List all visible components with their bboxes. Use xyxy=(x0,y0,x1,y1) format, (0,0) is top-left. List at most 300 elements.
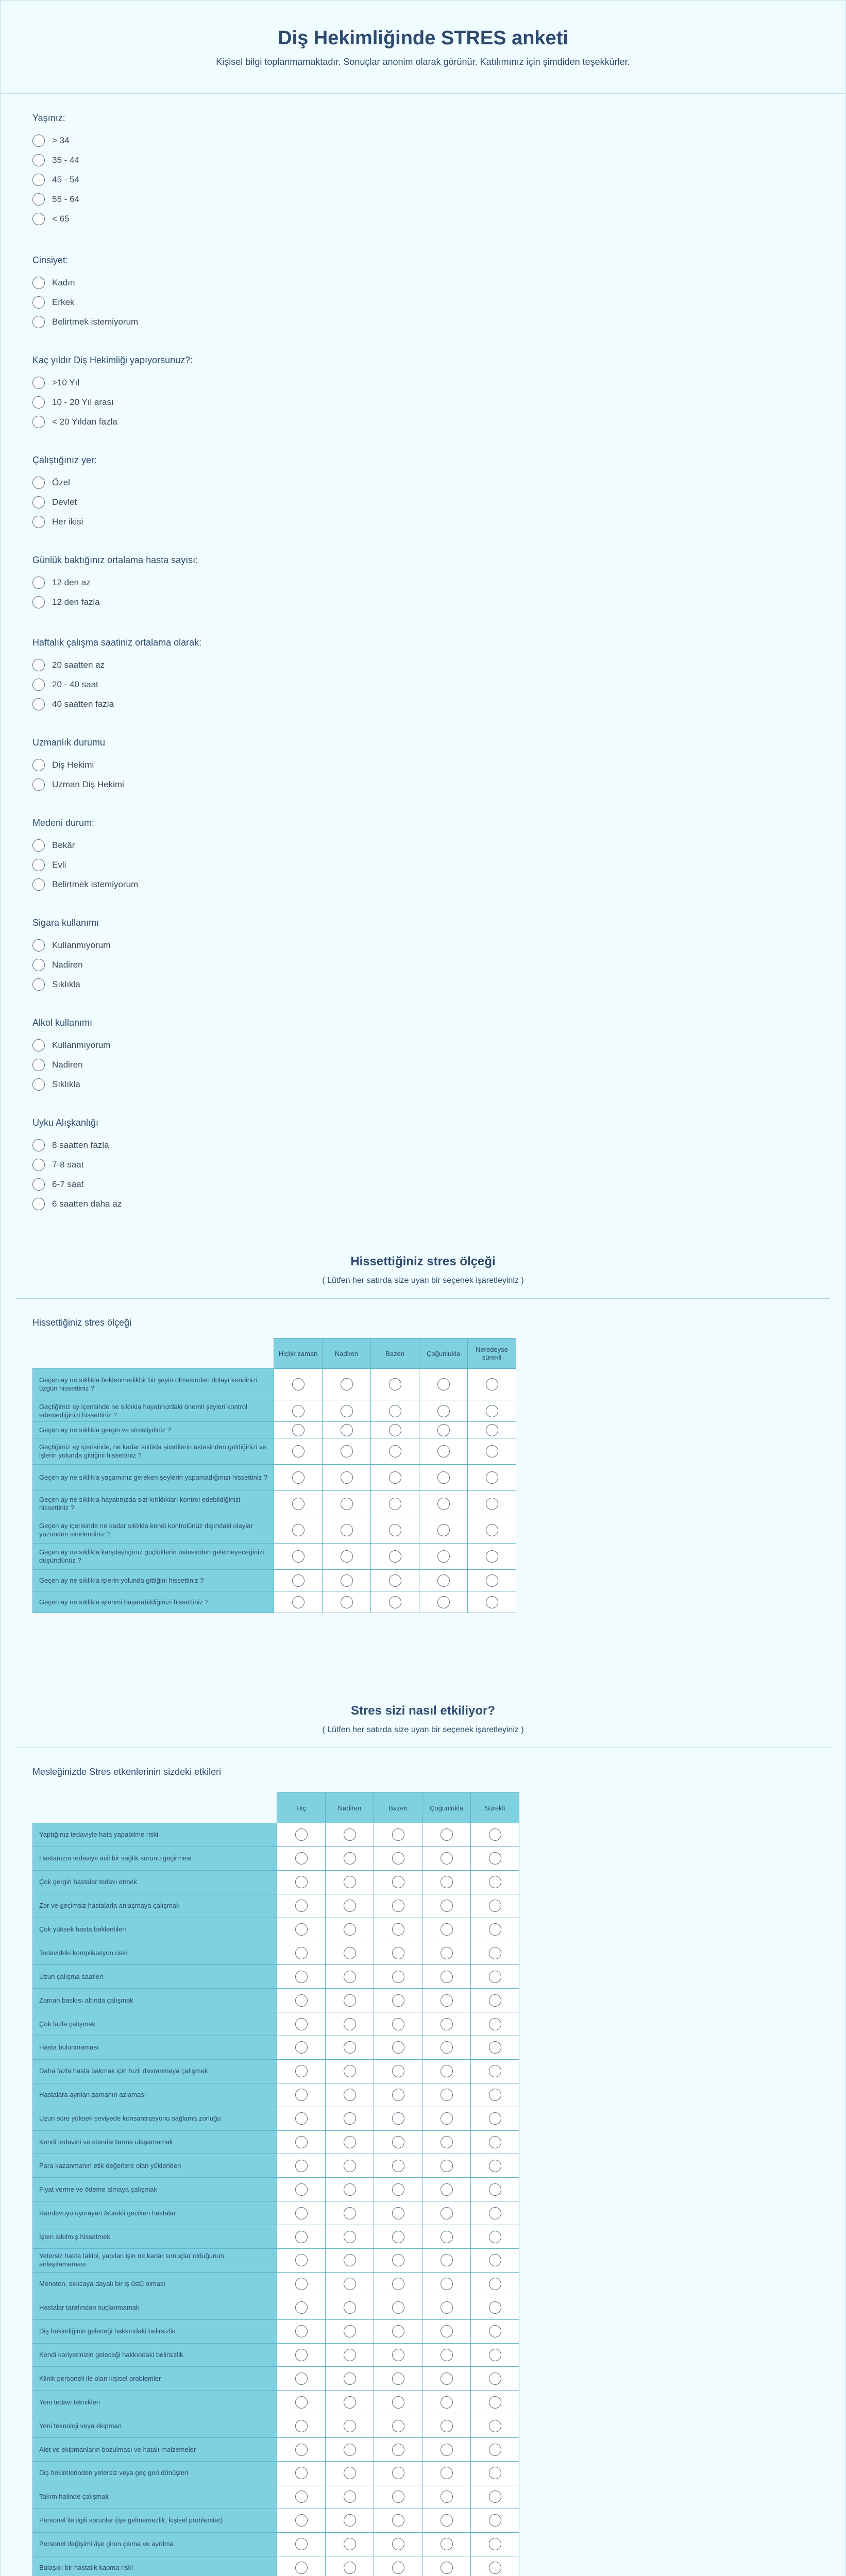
matrix-cell[interactable] xyxy=(471,2485,519,2509)
matrix-cell[interactable] xyxy=(422,1965,471,1989)
matrix-radio-button[interactable] xyxy=(344,2490,356,2503)
matrix-radio-button[interactable] xyxy=(392,2041,404,2054)
matrix-radio-button[interactable] xyxy=(441,2420,453,2432)
radio-button[interactable] xyxy=(32,154,45,166)
radio-option[interactable] xyxy=(32,412,193,432)
matrix-cell[interactable] xyxy=(468,1570,516,1591)
radio-button[interactable] xyxy=(32,377,45,389)
matrix-radio-button[interactable] xyxy=(437,1574,450,1587)
radio-option[interactable] xyxy=(32,592,198,612)
matrix-cell[interactable] xyxy=(326,2319,374,2343)
matrix-cell[interactable] xyxy=(326,2225,374,2249)
radio-option[interactable] xyxy=(32,775,124,794)
radio-button[interactable] xyxy=(32,316,45,328)
matrix-radio-button[interactable] xyxy=(295,2514,308,2527)
matrix-cell[interactable] xyxy=(471,2225,519,2249)
matrix-cell[interactable] xyxy=(471,2367,519,2391)
matrix-radio-button[interactable] xyxy=(441,2562,453,2574)
matrix-cell[interactable] xyxy=(422,2083,471,2107)
matrix-cell[interactable] xyxy=(374,2438,422,2462)
matrix-cell[interactable] xyxy=(323,1422,371,1438)
matrix-radio-button[interactable] xyxy=(489,2301,501,2314)
matrix-radio-button[interactable] xyxy=(489,1923,501,1936)
matrix-radio-button[interactable] xyxy=(441,2490,453,2503)
matrix-cell[interactable] xyxy=(277,2367,326,2391)
matrix-cell[interactable] xyxy=(374,2225,422,2249)
radio-option[interactable] xyxy=(32,190,79,209)
matrix-cell[interactable] xyxy=(274,1517,323,1544)
matrix-radio-button[interactable] xyxy=(344,2301,356,2314)
matrix-cell[interactable] xyxy=(374,2414,422,2438)
radio-button[interactable] xyxy=(32,1039,45,1052)
matrix-cell[interactable] xyxy=(422,2225,471,2249)
matrix-cell[interactable] xyxy=(471,2012,519,2036)
matrix-cell[interactable] xyxy=(419,1544,468,1570)
matrix-radio-button[interactable] xyxy=(489,2444,501,2456)
matrix-radio-button[interactable] xyxy=(344,1947,356,1959)
matrix-cell[interactable] xyxy=(277,1846,326,1870)
matrix-cell[interactable] xyxy=(323,1517,371,1544)
radio-option[interactable] xyxy=(32,875,138,894)
matrix-radio-button[interactable] xyxy=(489,2372,501,2385)
matrix-radio-button[interactable] xyxy=(437,1596,450,1608)
matrix-cell[interactable] xyxy=(374,1965,422,1989)
matrix-cell[interactable] xyxy=(374,2319,422,2343)
matrix-radio-button[interactable] xyxy=(344,2065,356,2077)
matrix-cell[interactable] xyxy=(471,2036,519,2060)
matrix-radio-button[interactable] xyxy=(341,1550,353,1563)
matrix-radio-button[interactable] xyxy=(392,1852,404,1865)
matrix-cell[interactable] xyxy=(471,2343,519,2367)
radio-option[interactable] xyxy=(32,373,193,393)
matrix-cell[interactable] xyxy=(422,1989,471,2012)
matrix-cell[interactable] xyxy=(374,2036,422,2060)
matrix-cell[interactable] xyxy=(374,2178,422,2201)
matrix-radio-button[interactable] xyxy=(389,1574,401,1587)
matrix-cell[interactable] xyxy=(323,1369,371,1400)
matrix-cell[interactable] xyxy=(468,1591,516,1613)
matrix-radio-button[interactable] xyxy=(489,2018,501,2030)
matrix-radio-button[interactable] xyxy=(392,2112,404,2125)
matrix-cell[interactable] xyxy=(326,2201,374,2225)
matrix-cell[interactable] xyxy=(323,1438,371,1465)
matrix-radio-button[interactable] xyxy=(489,2278,501,2290)
matrix-radio-button[interactable] xyxy=(292,1498,304,1510)
matrix-radio-button[interactable] xyxy=(392,2160,404,2172)
matrix-cell[interactable] xyxy=(277,2414,326,2438)
matrix-radio-button[interactable] xyxy=(295,2112,308,2125)
matrix-radio-button[interactable] xyxy=(295,1971,308,1983)
matrix-radio-button[interactable] xyxy=(341,1498,353,1510)
matrix-radio-button[interactable] xyxy=(392,2562,404,2574)
matrix-cell[interactable] xyxy=(471,2130,519,2154)
matrix-radio-button[interactable] xyxy=(437,1524,450,1536)
matrix-cell[interactable] xyxy=(374,2462,422,2485)
matrix-cell[interactable] xyxy=(326,1870,374,1894)
matrix-cell[interactable] xyxy=(326,1894,374,1918)
matrix-cell[interactable] xyxy=(326,2391,374,2414)
radio-option[interactable] xyxy=(32,1194,122,1214)
radio-button[interactable] xyxy=(32,759,45,771)
matrix-radio-button[interactable] xyxy=(441,2089,453,2101)
matrix-cell[interactable] xyxy=(471,1894,519,1918)
radio-option[interactable] xyxy=(32,1175,122,1194)
matrix-radio-button[interactable] xyxy=(489,2183,501,2196)
matrix-cell[interactable] xyxy=(371,1544,419,1570)
radio-option[interactable] xyxy=(32,393,193,412)
matrix-cell[interactable] xyxy=(326,2462,374,2485)
radio-option[interactable] xyxy=(32,473,97,493)
radio-option[interactable] xyxy=(32,493,97,512)
radio-option[interactable] xyxy=(32,312,138,332)
matrix-cell[interactable] xyxy=(374,1989,422,2012)
matrix-radio-button[interactable] xyxy=(389,1471,401,1484)
matrix-radio-button[interactable] xyxy=(392,1876,404,1888)
matrix-cell[interactable] xyxy=(422,2414,471,2438)
radio-option[interactable] xyxy=(32,1075,110,1094)
matrix-radio-button[interactable] xyxy=(489,1828,501,1841)
matrix-radio-button[interactable] xyxy=(295,2467,308,2479)
matrix-cell[interactable] xyxy=(277,2509,326,2532)
matrix-cell[interactable] xyxy=(471,1989,519,2012)
matrix-cell[interactable] xyxy=(422,2485,471,2509)
matrix-cell[interactable] xyxy=(422,2532,471,2556)
matrix-cell[interactable] xyxy=(374,2249,422,2273)
matrix-radio-button[interactable] xyxy=(344,1876,356,1888)
matrix-cell[interactable] xyxy=(326,2485,374,2509)
matrix-radio-button[interactable] xyxy=(344,2372,356,2385)
matrix-cell[interactable] xyxy=(374,2532,422,2556)
radio-option[interactable] xyxy=(32,855,138,875)
matrix-cell[interactable] xyxy=(471,2249,519,2273)
matrix-cell[interactable] xyxy=(277,1941,326,1965)
matrix-radio-button[interactable] xyxy=(437,1445,450,1458)
radio-option[interactable] xyxy=(32,1036,110,1055)
radio-button[interactable] xyxy=(32,939,45,952)
matrix-cell[interactable] xyxy=(471,2201,519,2225)
matrix-cell[interactable] xyxy=(277,2532,326,2556)
matrix-radio-button[interactable] xyxy=(392,1828,404,1841)
matrix-cell[interactable] xyxy=(422,2130,471,2154)
matrix-radio-button[interactable] xyxy=(441,2207,453,2219)
matrix-radio-button[interactable] xyxy=(344,2538,356,2550)
matrix-cell[interactable] xyxy=(471,2107,519,2130)
matrix-cell[interactable] xyxy=(422,2178,471,2201)
radio-button[interactable] xyxy=(32,213,45,225)
radio-option[interactable] xyxy=(32,131,79,150)
matrix-cell[interactable] xyxy=(471,1823,519,1847)
radio-button[interactable] xyxy=(32,296,45,309)
matrix-cell[interactable] xyxy=(326,1989,374,2012)
radio-button[interactable] xyxy=(32,1159,45,1171)
radio-option[interactable] xyxy=(32,1155,122,1175)
matrix-radio-button[interactable] xyxy=(441,2349,453,2361)
matrix-cell[interactable] xyxy=(422,2036,471,2060)
matrix-radio-button[interactable] xyxy=(489,2160,501,2172)
matrix-cell[interactable] xyxy=(471,1846,519,1870)
matrix-radio-button[interactable] xyxy=(441,2278,453,2290)
matrix-cell[interactable] xyxy=(374,1918,422,1941)
matrix-radio-button[interactable] xyxy=(489,2420,501,2432)
matrix-cell[interactable] xyxy=(374,1894,422,1918)
matrix-cell[interactable] xyxy=(277,2249,326,2273)
matrix-radio-button[interactable] xyxy=(292,1405,304,1417)
matrix-cell[interactable] xyxy=(326,2036,374,2060)
matrix-radio-button[interactable] xyxy=(295,2349,308,2361)
matrix-cell[interactable] xyxy=(371,1400,419,1422)
matrix-radio-button[interactable] xyxy=(344,2514,356,2527)
matrix-radio-button[interactable] xyxy=(392,2136,404,2148)
matrix-radio-button[interactable] xyxy=(441,1971,453,1983)
matrix-radio-button[interactable] xyxy=(344,2018,356,2030)
matrix-radio-button[interactable] xyxy=(344,2041,356,2054)
matrix-cell[interactable] xyxy=(326,2083,374,2107)
matrix-cell[interactable] xyxy=(371,1438,419,1465)
matrix-radio-button[interactable] xyxy=(295,2444,308,2456)
matrix-radio-button[interactable] xyxy=(489,2136,501,2148)
matrix-cell[interactable] xyxy=(468,1465,516,1491)
matrix-cell[interactable] xyxy=(277,2178,326,2201)
matrix-cell[interactable] xyxy=(471,2154,519,2178)
matrix-radio-button[interactable] xyxy=(392,2514,404,2527)
matrix-cell[interactable] xyxy=(371,1422,419,1438)
matrix-cell[interactable] xyxy=(471,2532,519,2556)
matrix-radio-button[interactable] xyxy=(389,1378,401,1391)
matrix-cell[interactable] xyxy=(323,1465,371,1491)
matrix-cell[interactable] xyxy=(471,1918,519,1941)
matrix-cell[interactable] xyxy=(277,2083,326,2107)
matrix-radio-button[interactable] xyxy=(392,2278,404,2290)
matrix-radio-button[interactable] xyxy=(441,2514,453,2527)
matrix-radio-button[interactable] xyxy=(441,1900,453,1912)
matrix-cell[interactable] xyxy=(422,2249,471,2273)
matrix-radio-button[interactable] xyxy=(295,2490,308,2503)
matrix-radio-button[interactable] xyxy=(295,2538,308,2550)
matrix-cell[interactable] xyxy=(277,2059,326,2083)
matrix-radio-button[interactable] xyxy=(295,2041,308,2054)
matrix-radio-button[interactable] xyxy=(392,2538,404,2550)
matrix-radio-button[interactable] xyxy=(486,1445,498,1458)
radio-button[interactable] xyxy=(32,659,45,671)
matrix-radio-button[interactable] xyxy=(486,1424,498,1436)
matrix-cell[interactable] xyxy=(371,1369,419,1400)
radio-button[interactable] xyxy=(32,496,45,509)
matrix-radio-button[interactable] xyxy=(489,1971,501,1983)
matrix-radio-button[interactable] xyxy=(344,2136,356,2148)
matrix-cell[interactable] xyxy=(374,2367,422,2391)
matrix-cell[interactable] xyxy=(374,2556,422,2576)
matrix-radio-button[interactable] xyxy=(392,2089,404,2101)
matrix-cell[interactable] xyxy=(471,2462,519,2485)
matrix-radio-button[interactable] xyxy=(344,2089,356,2101)
matrix-radio-button[interactable] xyxy=(441,2538,453,2550)
matrix-cell[interactable] xyxy=(326,2367,374,2391)
matrix-cell[interactable] xyxy=(422,1941,471,1965)
matrix-cell[interactable] xyxy=(326,2154,374,2178)
matrix-radio-button[interactable] xyxy=(489,2041,501,2054)
matrix-cell[interactable] xyxy=(419,1591,468,1613)
matrix-radio-button[interactable] xyxy=(441,1923,453,1936)
matrix-radio-button[interactable] xyxy=(344,2562,356,2574)
matrix-radio-button[interactable] xyxy=(441,1994,453,2007)
matrix-cell[interactable] xyxy=(326,1965,374,1989)
matrix-cell[interactable] xyxy=(422,2438,471,2462)
matrix-cell[interactable] xyxy=(326,2272,374,2296)
matrix-radio-button[interactable] xyxy=(489,2562,501,2574)
matrix-radio-button[interactable] xyxy=(441,1876,453,1888)
matrix-cell[interactable] xyxy=(422,2107,471,2130)
matrix-radio-button[interactable] xyxy=(441,2065,453,2077)
matrix-radio-button[interactable] xyxy=(392,1900,404,1912)
matrix-radio-button[interactable] xyxy=(295,1852,308,1865)
matrix-cell[interactable] xyxy=(326,1846,374,1870)
matrix-cell[interactable] xyxy=(371,1491,419,1517)
matrix-cell[interactable] xyxy=(274,1438,323,1465)
matrix-cell[interactable] xyxy=(471,1870,519,1894)
matrix-cell[interactable] xyxy=(326,1823,374,1847)
matrix-radio-button[interactable] xyxy=(295,2136,308,2148)
matrix-cell[interactable] xyxy=(326,2509,374,2532)
matrix-cell[interactable] xyxy=(468,1517,516,1544)
radio-option[interactable] xyxy=(32,150,79,170)
matrix-radio-button[interactable] xyxy=(295,2396,308,2409)
matrix-radio-button[interactable] xyxy=(341,1524,353,1536)
matrix-radio-button[interactable] xyxy=(441,2254,453,2266)
matrix-radio-button[interactable] xyxy=(489,2490,501,2503)
matrix-radio-button[interactable] xyxy=(292,1574,304,1587)
matrix-cell[interactable] xyxy=(422,1894,471,1918)
matrix-radio-button[interactable] xyxy=(344,1828,356,1841)
matrix-cell[interactable] xyxy=(323,1591,371,1613)
matrix-radio-button[interactable] xyxy=(441,2372,453,2385)
matrix-radio-button[interactable] xyxy=(295,2207,308,2219)
matrix-radio-button[interactable] xyxy=(389,1424,401,1436)
matrix-cell[interactable] xyxy=(374,2391,422,2414)
matrix-cell[interactable] xyxy=(471,2059,519,2083)
matrix-cell[interactable] xyxy=(468,1438,516,1465)
matrix-cell[interactable] xyxy=(422,1846,471,1870)
matrix-cell[interactable] xyxy=(422,2343,471,2367)
matrix-cell[interactable] xyxy=(374,2154,422,2178)
matrix-radio-button[interactable] xyxy=(486,1471,498,1484)
matrix-cell[interactable] xyxy=(422,1918,471,1941)
matrix-cell[interactable] xyxy=(374,1870,422,1894)
radio-button[interactable] xyxy=(32,978,45,991)
matrix-radio-button[interactable] xyxy=(344,2444,356,2456)
matrix-cell[interactable] xyxy=(374,2012,422,2036)
matrix-radio-button[interactable] xyxy=(437,1550,450,1563)
radio-option[interactable] xyxy=(32,573,198,592)
matrix-radio-button[interactable] xyxy=(295,2562,308,2574)
matrix-cell[interactable] xyxy=(371,1591,419,1613)
matrix-radio-button[interactable] xyxy=(489,1876,501,1888)
radio-button[interactable] xyxy=(32,859,45,871)
matrix-cell[interactable] xyxy=(277,2319,326,2343)
radio-button[interactable] xyxy=(32,416,45,428)
matrix-radio-button[interactable] xyxy=(489,2112,501,2125)
matrix-radio-button[interactable] xyxy=(344,2420,356,2432)
matrix-radio-button[interactable] xyxy=(344,2183,356,2196)
matrix-radio-button[interactable] xyxy=(295,2018,308,2030)
matrix-cell[interactable] xyxy=(326,2012,374,2036)
matrix-cell[interactable] xyxy=(374,2485,422,2509)
matrix-cell[interactable] xyxy=(422,2154,471,2178)
matrix-radio-button[interactable] xyxy=(489,1852,501,1865)
matrix-radio-button[interactable] xyxy=(292,1378,304,1391)
radio-button[interactable] xyxy=(32,134,45,147)
matrix-cell[interactable] xyxy=(422,2059,471,2083)
matrix-cell[interactable] xyxy=(471,2083,519,2107)
matrix-cell[interactable] xyxy=(277,2225,326,2249)
matrix-cell[interactable] xyxy=(419,1491,468,1517)
matrix-cell[interactable] xyxy=(277,2012,326,2036)
matrix-radio-button[interactable] xyxy=(344,2349,356,2361)
matrix-radio-button[interactable] xyxy=(295,2089,308,2101)
radio-option[interactable] xyxy=(32,694,201,714)
matrix-cell[interactable] xyxy=(326,2438,374,2462)
matrix-cell[interactable] xyxy=(277,1989,326,2012)
matrix-radio-button[interactable] xyxy=(441,2160,453,2172)
radio-option[interactable] xyxy=(32,1136,122,1155)
matrix-cell[interactable] xyxy=(422,2391,471,2414)
matrix-radio-button[interactable] xyxy=(392,1994,404,2007)
matrix-radio-button[interactable] xyxy=(489,2325,501,2337)
matrix-radio-button[interactable] xyxy=(489,2538,501,2550)
matrix-cell[interactable] xyxy=(326,2178,374,2201)
matrix-radio-button[interactable] xyxy=(295,2372,308,2385)
matrix-radio-button[interactable] xyxy=(344,1971,356,1983)
matrix-radio-button[interactable] xyxy=(392,2254,404,2266)
matrix-radio-button[interactable] xyxy=(344,2207,356,2219)
matrix-radio-button[interactable] xyxy=(295,2065,308,2077)
radio-button[interactable] xyxy=(32,396,45,409)
matrix-radio-button[interactable] xyxy=(441,2396,453,2409)
matrix-cell[interactable] xyxy=(471,1965,519,1989)
matrix-cell[interactable] xyxy=(323,1570,371,1591)
radio-option[interactable] xyxy=(32,955,110,975)
matrix-radio-button[interactable] xyxy=(441,2467,453,2479)
matrix-radio-button[interactable] xyxy=(486,1596,498,1608)
matrix-cell[interactable] xyxy=(277,1823,326,1847)
matrix-cell[interactable] xyxy=(277,2272,326,2296)
matrix-radio-button[interactable] xyxy=(295,1828,308,1841)
radio-option[interactable] xyxy=(32,836,138,855)
matrix-cell[interactable] xyxy=(326,2556,374,2576)
matrix-radio-button[interactable] xyxy=(392,1923,404,1936)
radio-option[interactable] xyxy=(32,655,201,675)
matrix-radio-button[interactable] xyxy=(486,1405,498,1417)
matrix-radio-button[interactable] xyxy=(344,2231,356,2243)
radio-button[interactable] xyxy=(32,193,45,206)
matrix-cell[interactable] xyxy=(422,2509,471,2532)
matrix-cell[interactable] xyxy=(277,2036,326,2060)
matrix-radio-button[interactable] xyxy=(437,1378,450,1391)
matrix-cell[interactable] xyxy=(277,2485,326,2509)
matrix-cell[interactable] xyxy=(419,1369,468,1400)
matrix-radio-button[interactable] xyxy=(441,2301,453,2314)
matrix-cell[interactable] xyxy=(326,2343,374,2367)
matrix-cell[interactable] xyxy=(471,2391,519,2414)
matrix-radio-button[interactable] xyxy=(441,1852,453,1865)
matrix-radio-button[interactable] xyxy=(295,2301,308,2314)
matrix-radio-button[interactable] xyxy=(292,1524,304,1536)
radio-button[interactable] xyxy=(32,174,45,186)
matrix-radio-button[interactable] xyxy=(295,2183,308,2196)
matrix-radio-button[interactable] xyxy=(392,2349,404,2361)
matrix-cell[interactable] xyxy=(326,2107,374,2130)
matrix-cell[interactable] xyxy=(323,1400,371,1422)
matrix-cell[interactable] xyxy=(471,2556,519,2576)
